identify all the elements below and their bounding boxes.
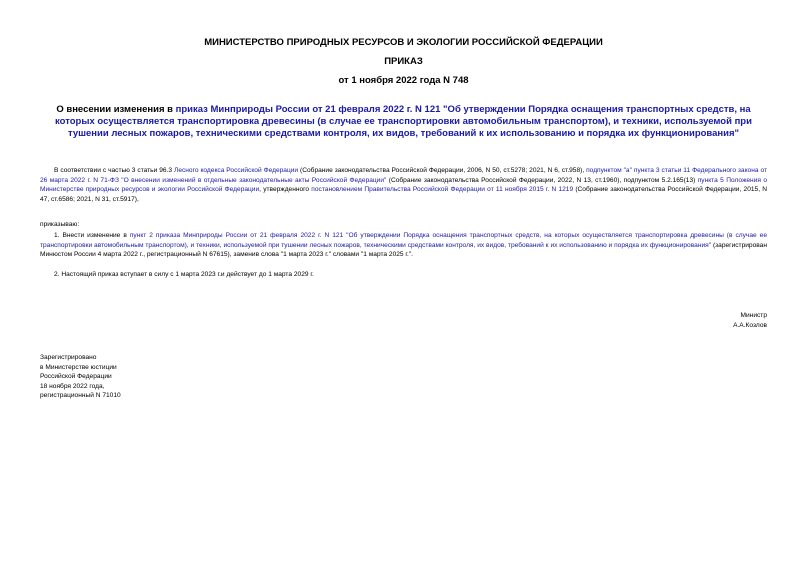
- registration-line-4: 18 ноября 2022 года,: [40, 382, 105, 390]
- document-date-number: от 1 ноября 2022 года N 748: [338, 75, 469, 86]
- paragraph-basis: [40, 166, 767, 204]
- forest-code-link[interactable]: Лесного кодекса Российской Федерации: [174, 167, 299, 174]
- basis-text-2: (Собрание законодательства Российской Федерации, 2006, N 50, ст.5278; 2021, N 6, ст.958),: [298, 167, 587, 174]
- basis-text-3: (Собрание законодательства Российской Федерации, 2022, N 13, ст.1960), подпунктом 5.2.165(13): [386, 176, 698, 184]
- registration-block: [40, 353, 121, 401]
- ministry-name: МИНИСТЕРСТВО ПРИРОДНЫХ РЕСУРСОВ И ЭКОЛОГИИ РОССИЙСКОЙ ФЕДЕРАЦИИ: [204, 37, 603, 48]
- registration-line-5: регистрационный N 71010: [40, 392, 121, 399]
- registration-line-3: Российской Федерации: [40, 373, 112, 380]
- order-121-link[interactable]: пункт 2 приказа Минприроды России от 21 февраля 2022 г. N 121 "Об утверждении Порядка оснащения транспортных средств, на которых осуществляется транспортировка древесины (в случае ее транспортировки автомобильным транспортом), и техники, используемой при тушении лесных пожаров, техническими средствами контроля, их видов, требований к их использованию и порядка их функционирования": [40, 232, 767, 249]
- signature-block: [733, 311, 767, 331]
- subject-link[interactable]: приказ Минприроды России от 21 февраля 2022 г. N 121 "Об утверждении Порядка оснащения транспортных средств, на которых осуществляется транспортировка древесины (в случае ее транспортировки автомобильным транспортом), и техники, используемой при тушении лесных пожаров, техническими средствами контроля, их видов, требований к их использованию и порядка их функционирования": [55, 104, 752, 139]
- federal-law-link[interactable]: подпунктом "а" пункта 3 статьи 11 Федерального закона от 26 марта 2022 г. N 71-ФЗ "О внесении изменений в отдельные законодательные акты Российской Федерации": [40, 167, 768, 184]
- registration-line-1: Зарегистрировано: [40, 354, 97, 361]
- basis-text-4: , утвержденного: [259, 186, 312, 193]
- signature-title: Министр: [740, 312, 767, 319]
- basis-text-5: (Собрание законодательства Российской Федерации, 2015, N 47, ст.6586; 2021, N 31, ст.5917),: [40, 186, 767, 203]
- paragraph-item-1: [40, 231, 767, 260]
- basis-text-1: В соответствии с частью 3 статьи 96.3: [54, 167, 174, 174]
- paragraph-item-2: 2. Настоящий приказ вступает в силу с 1 марта 2023 г.и действует до 1 марта 2029 г.: [54, 271, 314, 278]
- item1-text-2: (зарегистрирован Минюстом России 4 марта 2022 г., регистрационный N 67615), заменив слова "1 марта 2023 г." словами "1 марта 2025 г.".: [40, 241, 767, 258]
- subject-prefix: О внесении изменения в: [56, 104, 176, 115]
- government-decree-link[interactable]: постановлением Правительства Российской Федерации от 11 ноября 2015 г. N 1219: [311, 186, 574, 193]
- signature-name: А.А.Козлов: [733, 322, 767, 329]
- document-type: ПРИКАЗ: [384, 56, 423, 67]
- item1-text-1: 1. Внести изменение в: [54, 232, 130, 239]
- ministry-regulation-link[interactable]: пункта 5 Положения о Министерстве природных ресурсов и экологии Российской Федерации: [40, 176, 767, 193]
- registration-line-2: в Министерстве юстиции: [40, 363, 117, 371]
- prikazyvayu-label: приказываю:: [40, 221, 80, 228]
- document-subject: [40, 104, 767, 140]
